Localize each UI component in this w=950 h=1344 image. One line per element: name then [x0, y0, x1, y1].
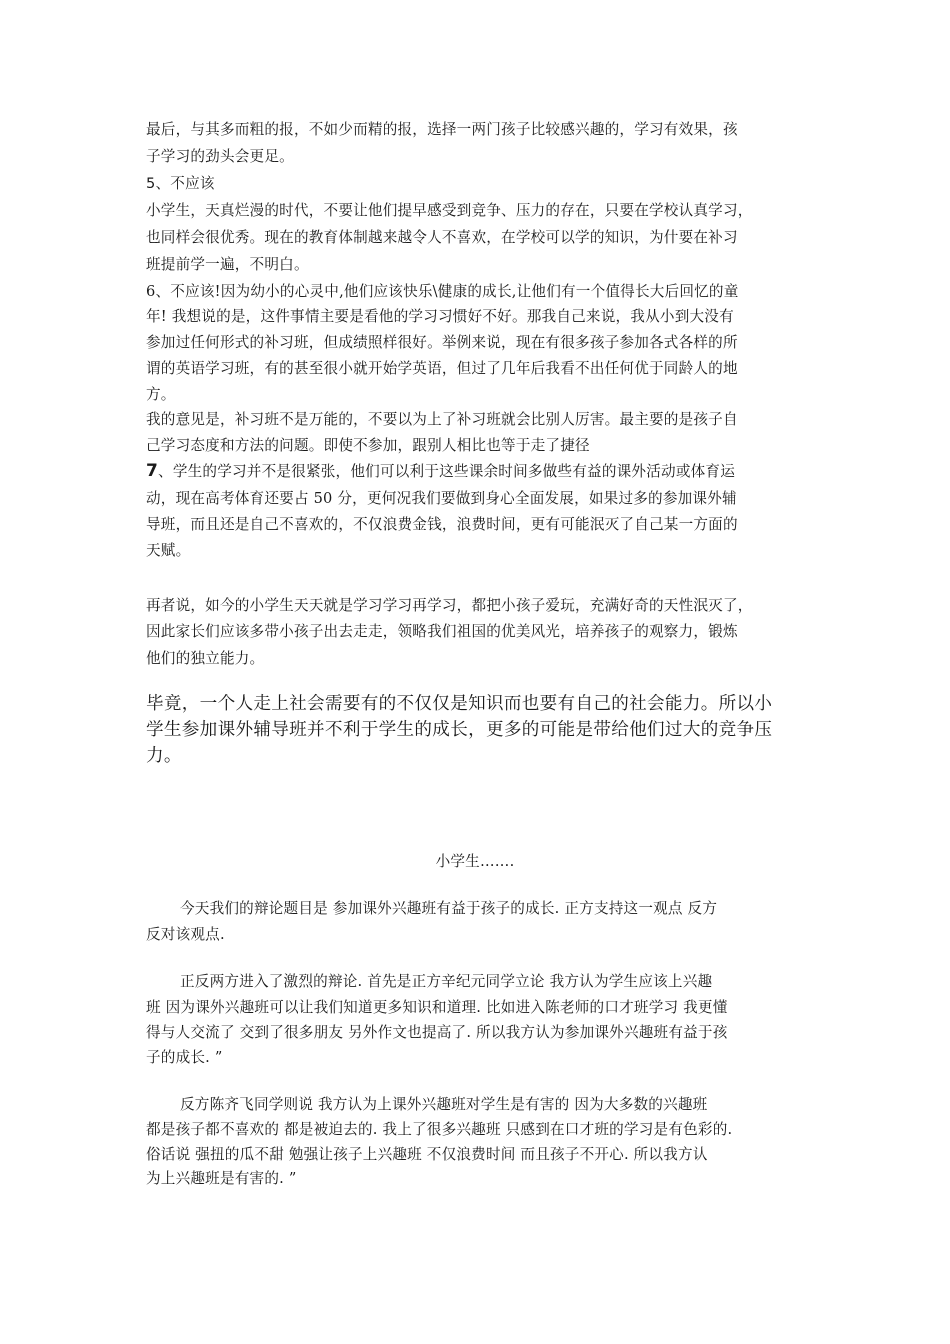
text-line: 子的成长. ”	[146, 1049, 223, 1066]
text-line: 方。	[146, 386, 176, 403]
text-line: 我的意见是，补习班不是万能的，不要以为上了补习班就会比别人厉害。最主要的是孩子自	[146, 411, 738, 428]
text-line: 己学习态度和方法的问题。即使不参加，跟别人相比也等于走了捷径	[146, 437, 590, 454]
text-line: 6、不应该!因为幼小的心灵中,他们应该快乐\健康的成长,让他们有一个值得长大后回忆的童	[146, 283, 739, 300]
text-line: 今天我们的辩论题目是 参加课外兴趣班有益于孩子的成长. 正方支持这一观点 反方	[180, 900, 718, 917]
text-line: 反对该观点.	[146, 926, 225, 943]
text-line: 再者说，如今的小学生天天就是学习学习再学习，都把小孩子爱玩，充满好奇的天性泯灭了，	[146, 597, 753, 614]
item-number-7: 7	[146, 461, 159, 481]
text-line: 为上兴趣班是有害的. ”	[146, 1170, 297, 1187]
text-line: 天赋。	[146, 542, 191, 559]
text-line: 正反两方进入了激烈的辩论. 首先是正方辛纪元同学立论 我方认为学生应该上兴趣	[180, 973, 713, 990]
text-line: 也同样会很优秀。现在的教育体制越来越令人不喜欢，在学校可以学的知识，为什要在补习	[146, 229, 738, 246]
text-line	[146, 462, 735, 481]
text-line: 力。	[146, 746, 182, 766]
text-line: 最后，与其多而粗的报，不如少而精的报，选择一两门孩子比较感兴趣的，学习有效果，孩	[146, 121, 738, 138]
text-line: 班提前学一遍，不明白。	[146, 256, 309, 273]
text-line: 得与人交流了 交到了很多朋友 另外作文也提高了. 所以我方认为参加课外兴趣班有益于孩	[146, 1024, 728, 1041]
text-line: 因此家长们应该多带小孩子出去走走，领略我们祖国的优美风光，培养孩子的观察力，锻炼	[146, 623, 738, 640]
text-span: 、学生的学习并不是很紧张，他们可以利于这些课余时间多做些有益的课外活动或体育运	[158, 463, 735, 480]
text-line: 谓的英语学习班，有的甚至很小就开始学英语，但过了几年后我看不出任何优于同龄人的地	[146, 360, 738, 377]
text-line: 导班，而且还是自己不喜欢的，不仅浪费金钱，浪费时间，更有可能泯灭了自己某一方面的	[146, 516, 738, 533]
item-heading-5: 5、不应该	[146, 175, 215, 192]
section-title: 小学生…….	[435, 853, 515, 870]
text-line: 反方陈齐飞同学则说 我方认为上课外兴趣班对学生是有害的 因为大多数的兴趣班	[180, 1096, 708, 1113]
text-line: 子学习的劲头会更足。	[146, 148, 294, 165]
text-line: 毕竟，一个人走上社会需要有的不仅仅是知识而也要有自己的社会能力。所以小	[146, 694, 773, 714]
text-line: 小学生，天真烂漫的时代，不要让他们提早感受到竞争、压力的存在，只要在学校认真学习，	[146, 202, 753, 219]
text-line: 他们的独立能力。	[146, 650, 265, 667]
text-line: 都是孩子都不喜欢的 都是被迫去的. 我上了很多兴趣班 只感到在口才班的学习是有色彩的.	[146, 1121, 733, 1138]
text-line: 年! 我想说的是，这件事情主要是看他的学习习惯好不好。那我自己来说，我从小到大没有	[146, 308, 734, 325]
text-line: 学生参加课外辅导班并不利于学生的成长，更多的可能是带给他们过大的竞争压	[146, 720, 773, 740]
text-line: 参加过任何形式的补习班，但成绩照样很好。举例来说，现在有很多孩子参加各式各样的所	[146, 334, 738, 351]
text-line: 动，现在高考体育还要占 50 分，更何况我们要做到身心全面发展，如果过多的参加课外辅	[146, 490, 737, 507]
text-line: 俗话说 强扭的瓜不甜 勉强让孩子上兴趣班 不仅浪费时间 而且孩子不开心. 所以我方认	[146, 1146, 708, 1163]
text-line: 班 因为课外兴趣班可以让我们知道更多知识和道理. 比如进入陈老师的口才班学习 我更懂	[146, 999, 728, 1016]
